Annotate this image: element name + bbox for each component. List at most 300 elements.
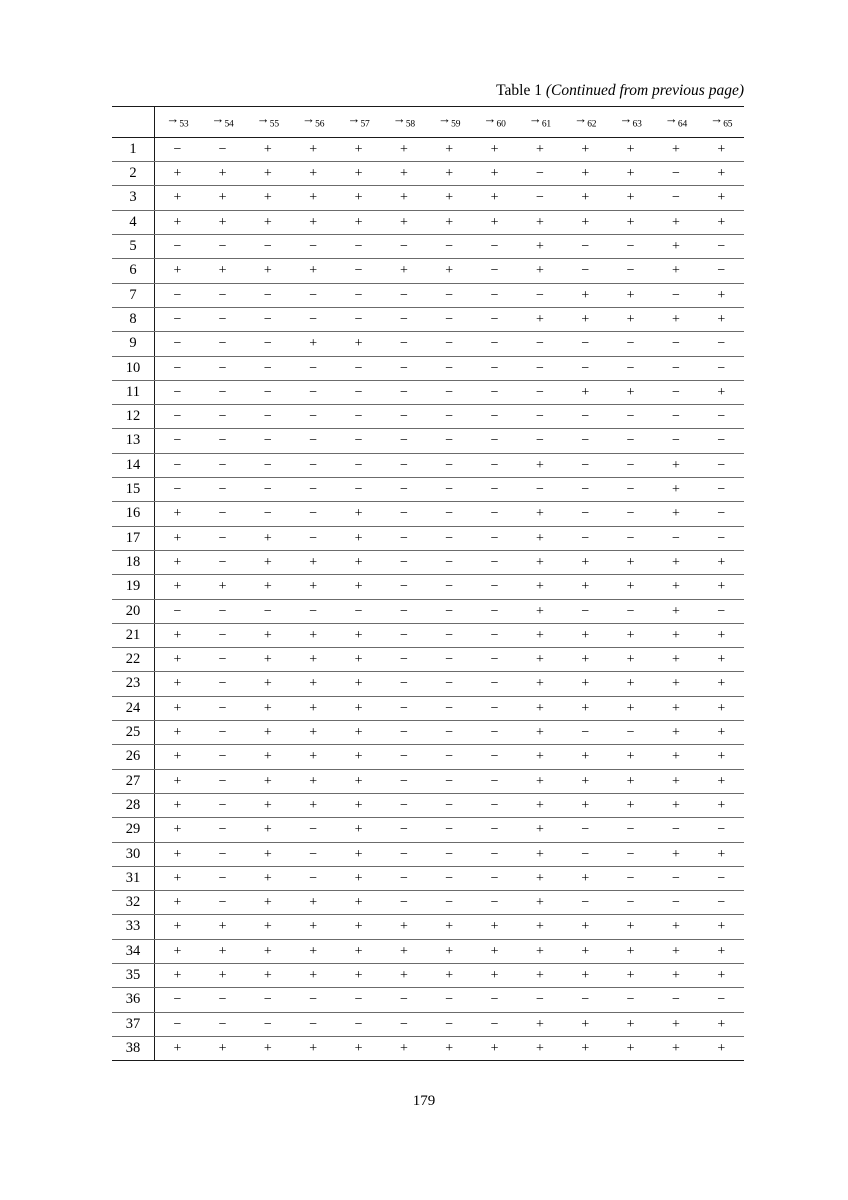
table-cell: − [200,380,245,404]
table-cell: + [381,259,426,283]
table-cell: − [200,235,245,259]
table-cell: − [472,453,517,477]
table-cell: + [563,575,608,599]
table-cell: − [245,307,290,331]
table-cell: − [563,429,608,453]
table-cell: + [699,550,744,574]
column-header-55 [245,107,290,138]
table-cell: − [472,721,517,745]
column-header-subscript: 58 [405,119,415,130]
table-cell: − [381,235,426,259]
table-cell: + [653,137,698,161]
table-cell: − [427,502,472,526]
table-cell: + [472,162,517,186]
table-cell: − [291,429,336,453]
table-cell: − [427,235,472,259]
table-cell: − [472,866,517,890]
table-row [112,769,744,793]
table-cell: − [200,745,245,769]
table-cell: + [699,915,744,939]
table-cell: − [381,696,426,720]
table-cell: + [699,210,744,234]
table-cell: − [563,332,608,356]
table-cell: − [200,696,245,720]
table-cell: − [336,405,381,429]
table-cell: + [336,721,381,745]
row-label: 22 [112,648,155,672]
table-cell: + [608,550,653,574]
table-cell: + [699,137,744,161]
table-row [112,1012,744,1036]
table-cell: − [381,380,426,404]
column-header-62 [563,107,608,138]
table-cell: + [563,137,608,161]
table-cell: − [563,453,608,477]
table-cell: + [653,842,698,866]
table-cell: − [336,356,381,380]
table-cell: + [155,769,200,793]
table-cell: + [608,793,653,817]
table-cell: + [517,939,562,963]
table-cell: + [653,672,698,696]
table-cell: + [155,963,200,987]
table-row [112,599,744,623]
table-cell: − [699,502,744,526]
row-label: 28 [112,793,155,817]
table-cell: + [608,745,653,769]
table-cell: + [336,963,381,987]
row-label: 4 [112,210,155,234]
table-cell: − [200,818,245,842]
table-cell: − [336,988,381,1012]
table-cell: − [699,891,744,915]
table-cell: + [699,186,744,210]
table-cell: − [291,356,336,380]
table-row [112,307,744,331]
table-caption-note: (Continued from previous page) [545,82,744,99]
table-cell: + [336,939,381,963]
arrow-icon: → [664,111,678,126]
table-cell: + [472,186,517,210]
table-cell: − [200,429,245,453]
table-row [112,891,744,915]
table-cell: − [155,453,200,477]
row-label: 25 [112,721,155,745]
table-cell: + [427,915,472,939]
table-cell: − [517,283,562,307]
table-cell: − [291,405,336,429]
table-row [112,259,744,283]
table-cell: + [336,550,381,574]
table-cell: + [291,939,336,963]
row-label: 27 [112,769,155,793]
table-cell: + [291,672,336,696]
table-cell: − [381,405,426,429]
row-label: 29 [112,818,155,842]
table-cell: − [563,526,608,550]
table-row [112,235,744,259]
table-cell: + [472,939,517,963]
table-cell: − [381,648,426,672]
table-cell: − [427,405,472,429]
arrow-icon: → [166,111,180,126]
table-cell: + [155,550,200,574]
table-cell: − [563,721,608,745]
table-cell: − [381,478,426,502]
table-cell: − [155,1012,200,1036]
table-cell: − [427,623,472,647]
table-cell: + [245,575,290,599]
table-row [112,210,744,234]
table-cell: + [472,915,517,939]
table-cell: + [427,1036,472,1060]
row-label: 18 [112,550,155,574]
arrow-icon: → [211,111,225,126]
table-cell: − [472,623,517,647]
table-cell: + [427,963,472,987]
table-cell: − [245,478,290,502]
table-row [112,283,744,307]
table-cell: + [336,866,381,890]
table-cell: + [245,648,290,672]
table-cell: − [381,453,426,477]
table-cell: − [608,842,653,866]
table-cell: + [155,891,200,915]
table-cell: + [608,1012,653,1036]
table-cell: + [517,210,562,234]
table-cell: − [381,283,426,307]
table-cell: − [563,599,608,623]
table-cell: − [472,818,517,842]
table-cell: + [155,818,200,842]
table-cell: + [381,963,426,987]
table-cell: − [427,672,472,696]
table-cell: − [653,891,698,915]
table-cell: + [517,721,562,745]
table-cell: − [653,380,698,404]
table-cell: + [245,526,290,550]
table-caption-main: Table 1 [496,82,542,99]
table-cell: − [472,235,517,259]
table-row [112,356,744,380]
row-label: 11 [112,380,155,404]
table-cell: + [517,502,562,526]
table-cell: + [245,769,290,793]
table-cell: − [291,307,336,331]
table-cell: − [200,550,245,574]
table-cell: − [653,988,698,1012]
table-cell: + [608,380,653,404]
table-cell: − [472,1012,517,1036]
table-cell: − [472,745,517,769]
table-cell: + [336,332,381,356]
column-header-59 [427,107,472,138]
table-cell: + [608,672,653,696]
table-cell: − [155,283,200,307]
table-cell: − [653,186,698,210]
row-label: 34 [112,939,155,963]
table-cell: − [381,745,426,769]
table-cell: − [381,721,426,745]
table-cell: + [517,963,562,987]
table-cell: − [608,405,653,429]
table-cell: − [381,575,426,599]
table-cell: − [517,186,562,210]
table-cell: − [291,818,336,842]
table-cell: + [517,453,562,477]
table-cell: − [381,502,426,526]
table-cell: − [155,405,200,429]
table-cell: − [472,842,517,866]
table-cell: − [245,405,290,429]
table-cell: − [472,405,517,429]
table-cell: + [155,721,200,745]
table-cell: − [155,429,200,453]
table-cell: − [699,429,744,453]
table-cell: + [608,307,653,331]
table-cell: + [336,793,381,817]
table-cell: + [608,623,653,647]
table-cell: + [381,137,426,161]
table-cell: − [517,162,562,186]
table-cell: + [291,696,336,720]
table-cell: + [699,623,744,647]
table-cell: + [381,1036,426,1060]
table-cell: + [699,939,744,963]
table-cell: + [653,721,698,745]
table-cell: − [472,307,517,331]
table-cell: + [699,162,744,186]
table-cell: − [427,866,472,890]
table-cell: − [200,599,245,623]
table-cell: − [699,866,744,890]
table-row [112,550,744,574]
table-cell: + [200,162,245,186]
table-cell: + [563,210,608,234]
table-cell: + [563,866,608,890]
table-cell: − [336,259,381,283]
table-row [112,842,744,866]
table-cell: − [608,502,653,526]
table-cell: + [155,162,200,186]
table-cell: − [291,1012,336,1036]
table-cell: + [608,162,653,186]
table-cell: + [563,963,608,987]
table-cell: − [381,672,426,696]
table-cell: + [427,939,472,963]
row-label: 3 [112,186,155,210]
arrow-icon: → [483,111,497,126]
table-cell: − [653,866,698,890]
table-cell: − [155,137,200,161]
column-header-subscript: 54 [224,119,234,130]
table-row [112,793,744,817]
row-label: 10 [112,356,155,380]
table-cell: + [381,915,426,939]
table-cell: − [381,866,426,890]
table-cell: + [517,235,562,259]
table-cell: − [608,818,653,842]
table-cell: + [336,842,381,866]
table-cell: − [200,891,245,915]
table-cell: + [517,526,562,550]
table-cell: + [653,648,698,672]
table-row [112,332,744,356]
row-label: 36 [112,988,155,1012]
table-cell: − [427,818,472,842]
table-cell: + [155,186,200,210]
table-cell: − [427,842,472,866]
table-cell: + [245,210,290,234]
table-cell: − [517,478,562,502]
table-cell: − [699,259,744,283]
column-header-subscript: 64 [677,119,687,130]
table-cell: + [517,1036,562,1060]
table-cell: + [291,648,336,672]
column-header-subscript: 61 [541,119,551,130]
column-header-63 [608,107,653,138]
table-cell: + [245,793,290,817]
table-cell: + [291,332,336,356]
table-cell: + [563,380,608,404]
table-cell: + [699,307,744,331]
table-cell: − [200,137,245,161]
table-cell: + [291,162,336,186]
table-cell: − [608,332,653,356]
table-cell: + [155,939,200,963]
table-cell: + [699,380,744,404]
column-header-subscript: 53 [179,119,189,130]
table-cell: − [155,332,200,356]
table-cell: − [245,502,290,526]
table-cell: + [699,745,744,769]
table-cell: − [608,721,653,745]
table-cell: − [427,356,472,380]
table-cell: + [155,915,200,939]
table-cell: + [517,307,562,331]
table-cell: − [699,332,744,356]
table-cell: + [200,1036,245,1060]
table-cell: − [517,356,562,380]
table-cell: + [245,866,290,890]
row-label: 19 [112,575,155,599]
table-cell: + [608,963,653,987]
table-row [112,162,744,186]
table-cell: − [472,891,517,915]
table-cell: + [336,1036,381,1060]
table-cell: − [427,769,472,793]
table-cell: − [291,283,336,307]
table-cell: + [517,842,562,866]
table-cell: − [563,842,608,866]
table-cell: − [381,599,426,623]
arrow-icon: → [710,111,724,126]
table-row [112,963,744,987]
table-cell: − [336,599,381,623]
column-header-subscript: 65 [723,119,733,130]
table-row [112,1036,744,1060]
table-cell: − [653,356,698,380]
table-cell: + [155,745,200,769]
table-caption [496,82,744,100]
table-cell: − [608,453,653,477]
table-cell: + [291,137,336,161]
table-cell: − [200,478,245,502]
table-cell: + [563,550,608,574]
table-cell: − [563,235,608,259]
table-cell: − [608,478,653,502]
row-label: 30 [112,842,155,866]
table-cell: + [563,769,608,793]
table-cell: + [245,891,290,915]
arrow-icon: → [302,111,316,126]
table-cell: + [517,793,562,817]
table-cell: − [563,259,608,283]
table-cell: − [472,526,517,550]
table-cell: − [155,478,200,502]
table-cell: + [291,769,336,793]
table-cell: + [699,672,744,696]
table-row [112,915,744,939]
table-cell: − [336,235,381,259]
table-body [112,137,744,1060]
table-cell: − [245,453,290,477]
table-cell: + [336,696,381,720]
table-cell: − [563,818,608,842]
table-cell: − [381,356,426,380]
column-header-subscript: 63 [632,119,642,130]
table-cell: + [291,1036,336,1060]
column-header-subscript: 57 [360,119,370,130]
table-cell: − [200,769,245,793]
table-row [112,526,744,550]
table-cell: + [245,818,290,842]
table-cell: − [336,429,381,453]
table-cell: + [155,648,200,672]
table-cell: − [381,526,426,550]
table-cell: + [381,210,426,234]
table-cell: + [653,599,698,623]
table-cell: + [653,793,698,817]
table-cell: − [381,891,426,915]
table-cell: − [699,478,744,502]
table-cell: − [200,502,245,526]
table-cell: − [517,380,562,404]
row-label: 37 [112,1012,155,1036]
row-label: 5 [112,235,155,259]
table-cell: − [608,866,653,890]
table-cell: + [336,526,381,550]
table-cell: − [427,696,472,720]
row-label: 31 [112,866,155,890]
table-cell: + [653,259,698,283]
arrow-icon: → [528,111,542,126]
table-cell: + [291,891,336,915]
row-label: 21 [112,623,155,647]
table-cell: + [653,745,698,769]
table-row [112,818,744,842]
row-label: 12 [112,405,155,429]
table-cell: + [563,1036,608,1060]
table-cell: + [427,137,472,161]
table-cell: − [381,623,426,647]
column-header-61 [517,107,562,138]
table-cell: − [155,235,200,259]
table-cell: − [200,648,245,672]
table-cell: + [245,259,290,283]
table-cell: − [291,866,336,890]
table-cell: + [336,186,381,210]
